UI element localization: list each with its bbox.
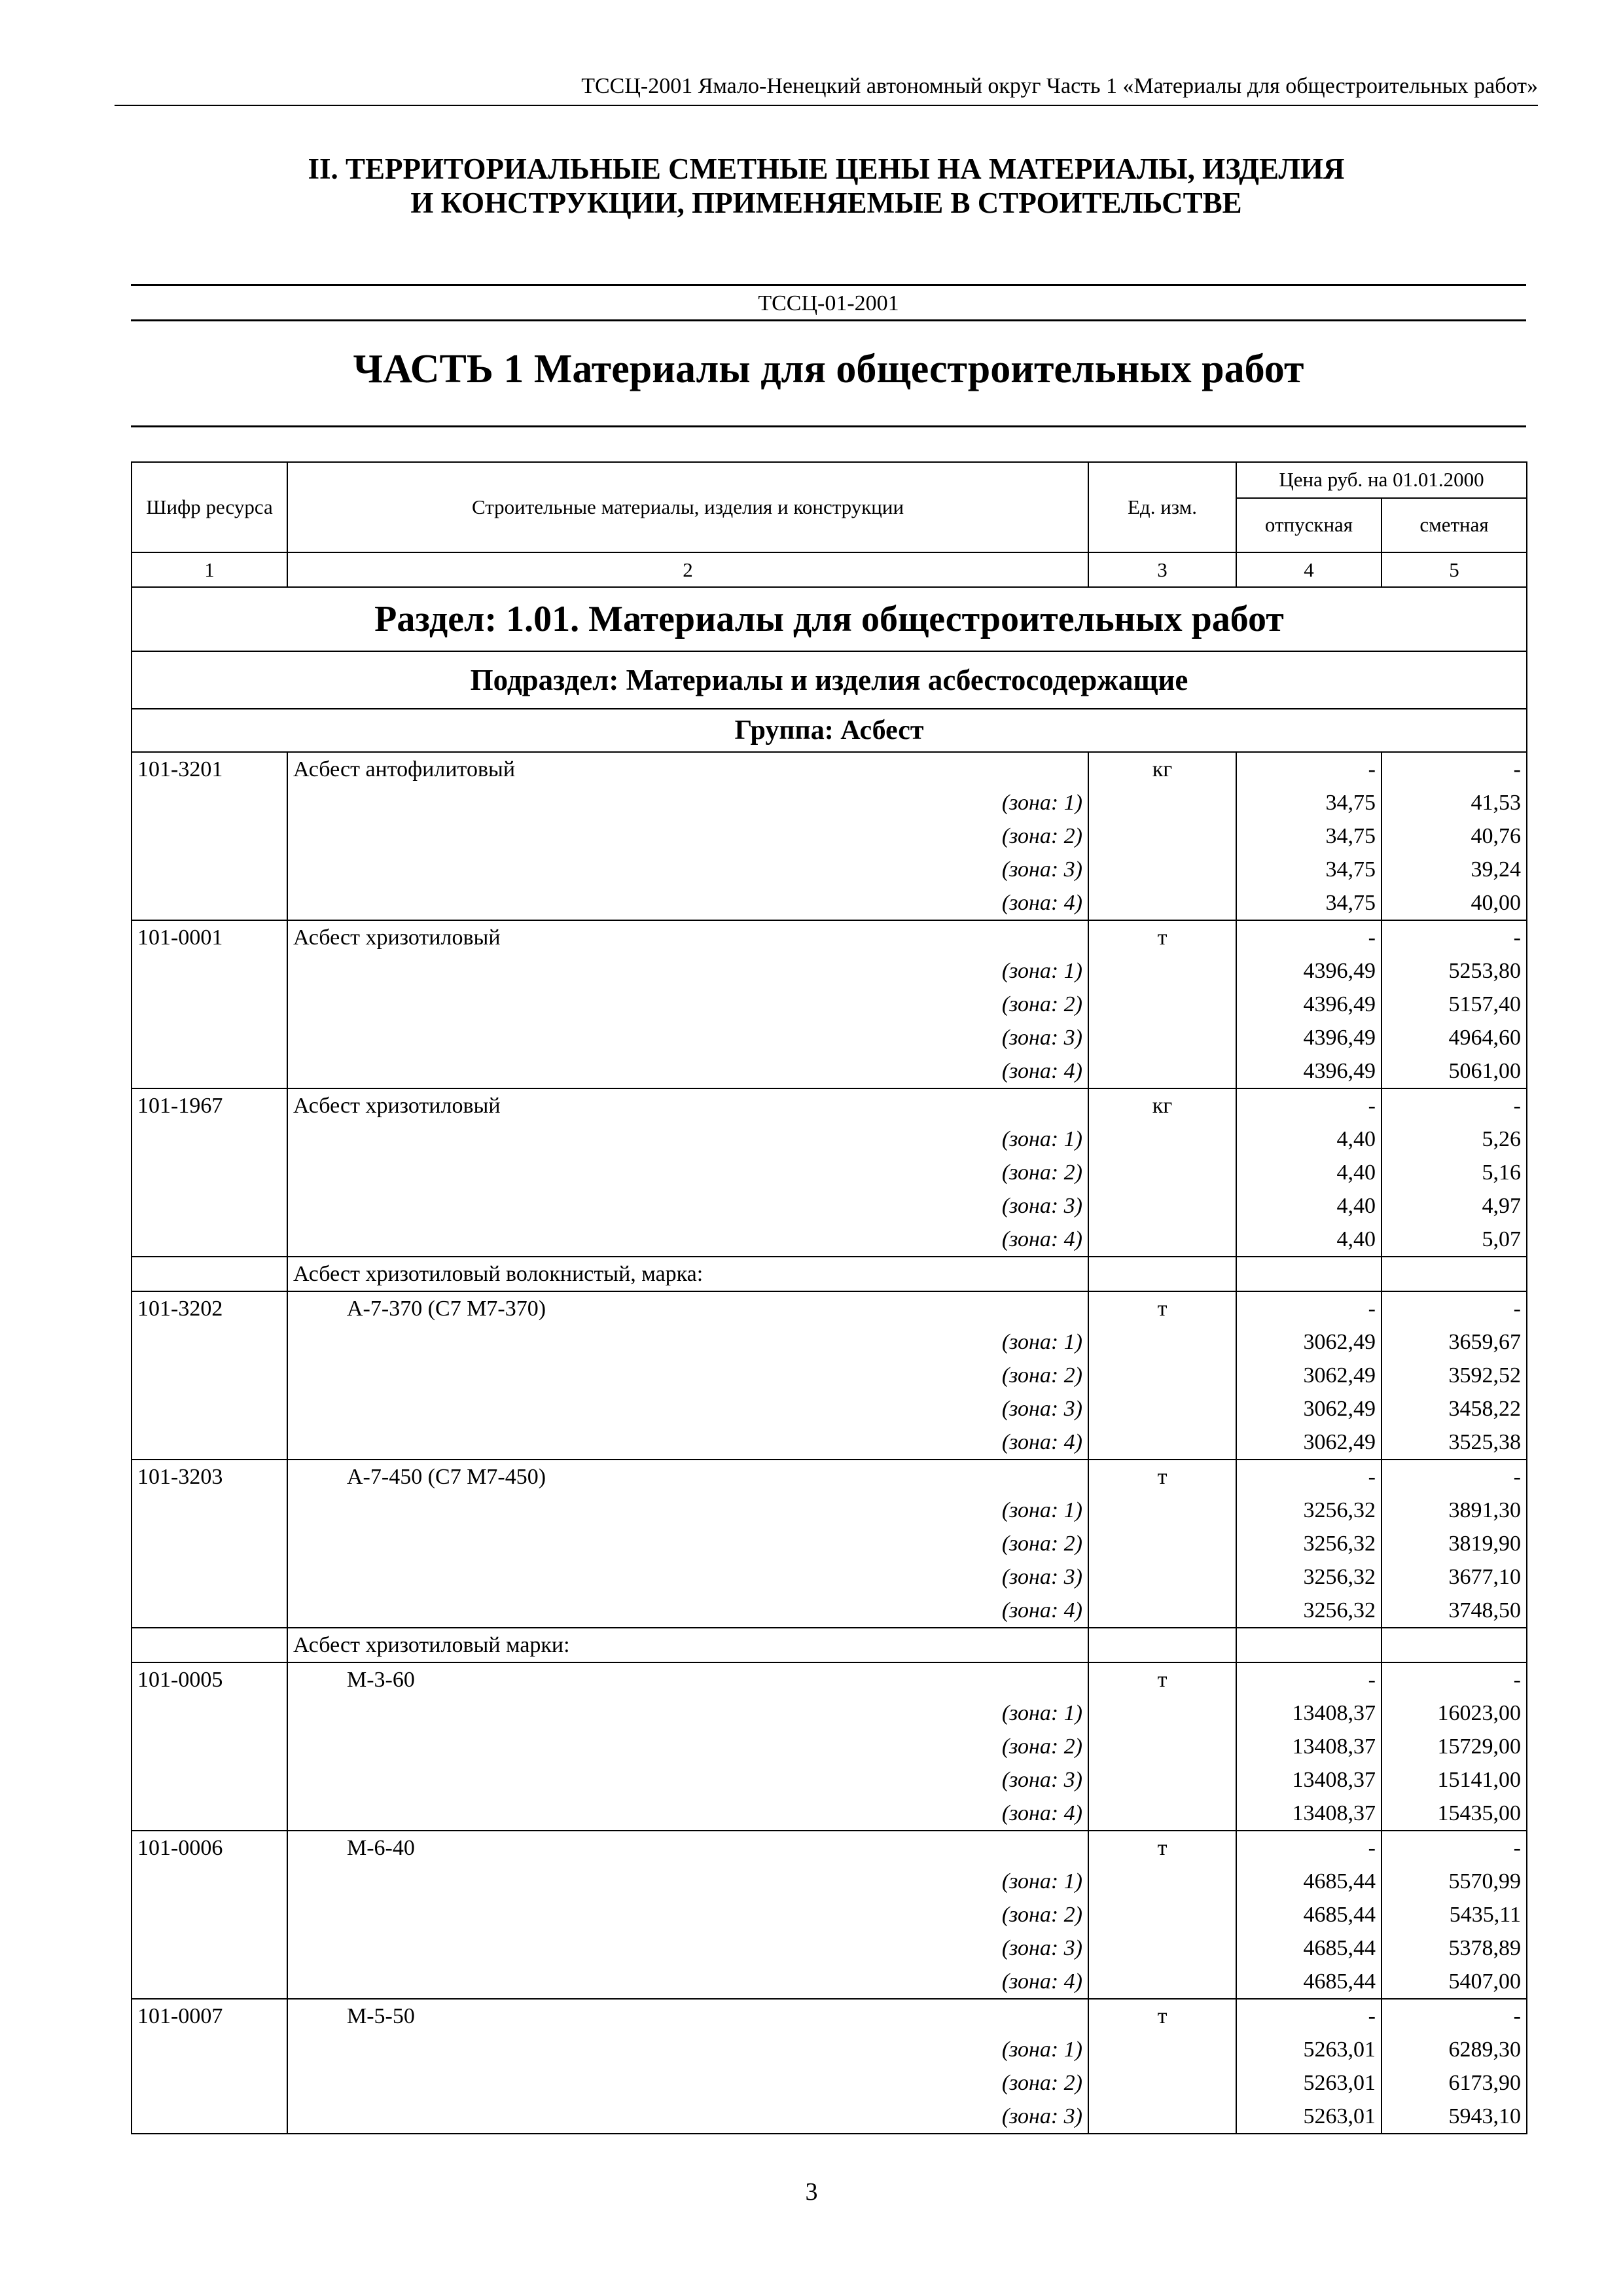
zone-label: (зона: 1) bbox=[287, 2033, 1088, 2066]
release-price: - bbox=[1236, 1291, 1382, 1325]
group-title: Группа: Асбест bbox=[132, 709, 1527, 752]
resource-code bbox=[132, 1628, 287, 1662]
estimate-price: 3592,52 bbox=[1382, 1359, 1527, 1392]
estimate-price: 3525,38 bbox=[1382, 1426, 1527, 1460]
estimate-price: - bbox=[1382, 1088, 1527, 1122]
unit-of-measure bbox=[1088, 1156, 1236, 1189]
zone-label: (зона: 3) bbox=[287, 1560, 1088, 1594]
unit-of-measure: т bbox=[1088, 1999, 1236, 2033]
unit-of-measure bbox=[1088, 1594, 1236, 1628]
caption-row bbox=[132, 1257, 1527, 1291]
resource-code bbox=[132, 1696, 287, 1730]
release-price: 4,40 bbox=[1236, 1223, 1382, 1257]
estimate-price: - bbox=[1382, 1999, 1527, 2033]
zone-row bbox=[132, 1865, 1527, 1898]
release-price: 4685,44 bbox=[1236, 1931, 1382, 1965]
estimate-price: 40,00 bbox=[1382, 886, 1527, 920]
resource-code: 101-0006 bbox=[132, 1831, 287, 1865]
section-row bbox=[132, 587, 1527, 651]
page-number: 3 bbox=[805, 2178, 818, 2206]
zone-label: (зона: 4) bbox=[287, 1797, 1088, 1831]
zone-label: (зона: 2) bbox=[287, 1527, 1088, 1560]
zone-label: (зона: 3) bbox=[287, 1763, 1088, 1797]
zone-label: (зона: 2) bbox=[287, 819, 1088, 853]
zone-row bbox=[132, 1696, 1527, 1730]
zone-label: (зона: 3) bbox=[287, 1189, 1088, 1223]
unit-of-measure bbox=[1088, 1494, 1236, 1527]
resource-code bbox=[132, 1325, 287, 1359]
zone-row bbox=[132, 1730, 1527, 1763]
resource-code bbox=[132, 1392, 287, 1426]
release-price: 13408,37 bbox=[1236, 1797, 1382, 1831]
subsection-title: Подраздел: Материалы и изделия асбестосодержащие bbox=[132, 651, 1527, 709]
zone-row bbox=[132, 1898, 1527, 1931]
unit-of-measure bbox=[1088, 1325, 1236, 1359]
release-price: 4,40 bbox=[1236, 1122, 1382, 1156]
release-price: 3062,49 bbox=[1236, 1359, 1382, 1392]
resource-code bbox=[132, 1054, 287, 1088]
resource-code: 101-0007 bbox=[132, 1999, 287, 2033]
release-price: 3062,49 bbox=[1236, 1392, 1382, 1426]
group-row bbox=[132, 709, 1527, 752]
zone-label: (зона: 1) bbox=[287, 1865, 1088, 1898]
zone-row bbox=[132, 954, 1527, 988]
release-price: - bbox=[1236, 920, 1382, 954]
resource-code bbox=[132, 1763, 287, 1797]
caption-row bbox=[132, 1628, 1527, 1662]
column-number: 2 bbox=[287, 552, 1088, 587]
unit-of-measure: кг bbox=[1088, 1088, 1236, 1122]
zone-label: (зона: 2) bbox=[287, 1898, 1088, 1931]
unit-of-measure bbox=[1088, 1763, 1236, 1797]
unit-of-measure bbox=[1088, 1696, 1236, 1730]
release-price: 13408,37 bbox=[1236, 1696, 1382, 1730]
unit-of-measure bbox=[1088, 1965, 1236, 1999]
unit-of-measure: т bbox=[1088, 1831, 1236, 1865]
zone-label: (зона: 2) bbox=[287, 1730, 1088, 1763]
release-price: 4685,44 bbox=[1236, 1965, 1382, 1999]
release-price: 5263,01 bbox=[1236, 2066, 1382, 2100]
estimate-price: - bbox=[1382, 920, 1527, 954]
zone-label: (зона: 1) bbox=[287, 954, 1088, 988]
document-title bbox=[115, 152, 1538, 220]
unit-of-measure bbox=[1088, 1054, 1236, 1088]
unit-of-measure bbox=[1088, 2066, 1236, 2100]
part-rule bbox=[131, 425, 1526, 427]
unit-of-measure bbox=[1088, 1865, 1236, 1898]
zone-row bbox=[132, 853, 1527, 886]
unit-of-measure bbox=[1088, 2100, 1236, 2134]
zone-label: (зона: 2) bbox=[287, 2066, 1088, 2100]
zone-label: (зона: 3) bbox=[287, 2100, 1088, 2134]
resource-code bbox=[132, 1359, 287, 1392]
unit-of-measure: т bbox=[1088, 1291, 1236, 1325]
zone-label: (зона: 3) bbox=[287, 1392, 1088, 1426]
estimate-price: 5061,00 bbox=[1382, 1054, 1527, 1088]
estimate-price: 4964,60 bbox=[1382, 1021, 1527, 1054]
zone-label: (зона: 1) bbox=[287, 786, 1088, 819]
resource-code bbox=[132, 886, 287, 920]
estimate-price: 6289,30 bbox=[1382, 2033, 1527, 2066]
estimate-price: 39,24 bbox=[1382, 853, 1527, 886]
zone-label: (зона: 1) bbox=[287, 1122, 1088, 1156]
document-code: ТССЦ-01-2001 bbox=[758, 291, 899, 315]
unit-of-measure bbox=[1088, 819, 1236, 853]
release-price: 3256,32 bbox=[1236, 1527, 1382, 1560]
caption-text: Асбест хризотиловый марки: bbox=[287, 1628, 1088, 1662]
zone-row bbox=[132, 2033, 1527, 2066]
resource-code bbox=[132, 988, 287, 1021]
release-price: - bbox=[1236, 1460, 1382, 1494]
unit-of-measure bbox=[1088, 1931, 1236, 1965]
zone-row bbox=[132, 988, 1527, 1021]
release-price: - bbox=[1236, 1831, 1382, 1865]
release-price: 4396,49 bbox=[1236, 1021, 1382, 1054]
unit-of-measure bbox=[1088, 1223, 1236, 1257]
unit-of-measure bbox=[1088, 1730, 1236, 1763]
resource-code: 101-1967 bbox=[132, 1088, 287, 1122]
estimate-price: 5943,10 bbox=[1382, 2100, 1527, 2134]
zone-label: (зона: 4) bbox=[287, 1965, 1088, 1999]
unit-of-measure bbox=[1088, 1797, 1236, 1831]
resource-code: 101-3202 bbox=[132, 1291, 287, 1325]
resource-code bbox=[132, 2066, 287, 2100]
estimate-price: 5378,89 bbox=[1382, 1931, 1527, 1965]
estimate-price: 3891,30 bbox=[1382, 1494, 1527, 1527]
resource-code bbox=[132, 1494, 287, 1527]
resource-code: 101-0005 bbox=[132, 1662, 287, 1696]
zone-label: (зона: 1) bbox=[287, 1696, 1088, 1730]
release-price bbox=[1236, 1257, 1382, 1291]
resource-code bbox=[132, 1560, 287, 1594]
column-number: 5 bbox=[1382, 552, 1527, 587]
estimate-price: - bbox=[1382, 1291, 1527, 1325]
header-price: Цена руб. на 01.01.2000 bbox=[1236, 462, 1527, 498]
resource-code bbox=[132, 1730, 287, 1763]
resource-code bbox=[132, 2033, 287, 2066]
zone-row bbox=[132, 1325, 1527, 1359]
estimate-price: - bbox=[1382, 1460, 1527, 1494]
material-name: М-5-50 bbox=[287, 1999, 1088, 2033]
zone-label: (зона: 4) bbox=[287, 1594, 1088, 1628]
resource-code bbox=[132, 1931, 287, 1965]
unit-of-measure bbox=[1088, 1898, 1236, 1931]
release-price: 5263,01 bbox=[1236, 2033, 1382, 2066]
release-price: 34,75 bbox=[1236, 819, 1382, 853]
material-name: А-7-370 (С7 М7-370) bbox=[287, 1291, 1088, 1325]
estimate-price bbox=[1382, 1257, 1527, 1291]
estimate-price: 16023,00 bbox=[1382, 1696, 1527, 1730]
release-price: 34,75 bbox=[1236, 886, 1382, 920]
unit-of-measure bbox=[1088, 786, 1236, 819]
zone-label: (зона: 2) bbox=[287, 988, 1088, 1021]
release-price: 4396,49 bbox=[1236, 1054, 1382, 1088]
unit-of-measure bbox=[1088, 1189, 1236, 1223]
release-price: 4,40 bbox=[1236, 1156, 1382, 1189]
unit-of-measure bbox=[1088, 1257, 1236, 1291]
table-row bbox=[132, 752, 1527, 786]
header-release-price: отпускная bbox=[1236, 498, 1382, 552]
zone-row bbox=[132, 1054, 1527, 1088]
estimate-price bbox=[1382, 1628, 1527, 1662]
release-price: - bbox=[1236, 752, 1382, 786]
column-number: 4 bbox=[1236, 552, 1382, 587]
estimate-price: 5435,11 bbox=[1382, 1898, 1527, 1931]
release-price: 3062,49 bbox=[1236, 1426, 1382, 1460]
resource-code bbox=[132, 1898, 287, 1931]
zone-row bbox=[132, 1560, 1527, 1594]
resource-code bbox=[132, 2100, 287, 2134]
estimate-price: 15729,00 bbox=[1382, 1730, 1527, 1763]
zone-row bbox=[132, 1494, 1527, 1527]
resource-code bbox=[132, 954, 287, 988]
zone-row bbox=[132, 1223, 1527, 1257]
estimate-price: - bbox=[1382, 1831, 1527, 1865]
zone-row bbox=[132, 1797, 1527, 1831]
unit-of-measure bbox=[1088, 853, 1236, 886]
release-price: 4685,44 bbox=[1236, 1865, 1382, 1898]
zone-row bbox=[132, 1527, 1527, 1560]
estimate-price: 5,16 bbox=[1382, 1156, 1527, 1189]
zone-row bbox=[132, 1122, 1527, 1156]
release-price: 4685,44 bbox=[1236, 1898, 1382, 1931]
subsection-row bbox=[132, 651, 1527, 709]
estimate-price: 15435,00 bbox=[1382, 1797, 1527, 1831]
estimate-price: 5,07 bbox=[1382, 1223, 1527, 1257]
zone-label: (зона: 1) bbox=[287, 1325, 1088, 1359]
release-price: 13408,37 bbox=[1236, 1763, 1382, 1797]
estimate-price: 3458,22 bbox=[1382, 1392, 1527, 1426]
section-title: Раздел: 1.01. Материалы для общестроительных работ bbox=[132, 587, 1527, 651]
release-price: 4396,49 bbox=[1236, 988, 1382, 1021]
header-rule bbox=[115, 105, 1538, 106]
table-row bbox=[132, 920, 1527, 954]
table-row bbox=[132, 1831, 1527, 1865]
zone-label: (зона: 4) bbox=[287, 886, 1088, 920]
estimate-price: 5157,40 bbox=[1382, 988, 1527, 1021]
release-price: 3256,32 bbox=[1236, 1494, 1382, 1527]
zone-row bbox=[132, 1392, 1527, 1426]
estimate-price: - bbox=[1382, 752, 1527, 786]
unit-of-measure bbox=[1088, 1122, 1236, 1156]
resource-code bbox=[132, 819, 287, 853]
zone-label: (зона: 2) bbox=[287, 1359, 1088, 1392]
unit-of-measure bbox=[1088, 1527, 1236, 1560]
zone-row bbox=[132, 1189, 1527, 1223]
resource-code bbox=[132, 1223, 287, 1257]
release-price: 3256,32 bbox=[1236, 1594, 1382, 1628]
unit-of-measure bbox=[1088, 1392, 1236, 1426]
zone-row bbox=[132, 1594, 1527, 1628]
zone-row bbox=[132, 786, 1527, 819]
zone-label: (зона: 3) bbox=[287, 1931, 1088, 1965]
zone-label: (зона: 4) bbox=[287, 1054, 1088, 1088]
column-number: 1 bbox=[132, 552, 287, 587]
zone-label: (зона: 2) bbox=[287, 1156, 1088, 1189]
unit-of-measure bbox=[1088, 1560, 1236, 1594]
zone-label: (зона: 1) bbox=[287, 1494, 1088, 1527]
material-name: Асбест хризотиловый bbox=[287, 920, 1088, 954]
unit-of-measure bbox=[1088, 2033, 1236, 2066]
zone-label: (зона: 3) bbox=[287, 853, 1088, 886]
material-name: М-6-40 bbox=[287, 1831, 1088, 1865]
unit-of-measure bbox=[1088, 988, 1236, 1021]
estimate-price: 41,53 bbox=[1382, 786, 1527, 819]
material-name: А-7-450 (С7 М7-450) bbox=[287, 1460, 1088, 1494]
zone-label: (зона: 3) bbox=[287, 1021, 1088, 1054]
estimate-price: 40,76 bbox=[1382, 819, 1527, 853]
resource-code bbox=[132, 1865, 287, 1898]
zone-row bbox=[132, 2066, 1527, 2100]
table-header-row bbox=[132, 462, 1527, 498]
header-unit: Ед. изм. bbox=[1088, 462, 1236, 552]
header-estimate-price: сметная bbox=[1382, 498, 1527, 552]
estimate-price: 15141,00 bbox=[1382, 1763, 1527, 1797]
caption-text: Асбест хризотиловый волокнистый, марка: bbox=[287, 1257, 1088, 1291]
material-name: М-3-60 bbox=[287, 1662, 1088, 1696]
estimate-price: 6173,90 bbox=[1382, 2066, 1527, 2100]
estimate-price: 5253,80 bbox=[1382, 954, 1527, 988]
table-row bbox=[132, 1291, 1527, 1325]
estimate-price: 5407,00 bbox=[1382, 1965, 1527, 1999]
price-table bbox=[131, 461, 1527, 2134]
release-price: 34,75 bbox=[1236, 786, 1382, 819]
zone-row bbox=[132, 886, 1527, 920]
resource-code bbox=[132, 853, 287, 886]
zone-row bbox=[132, 1021, 1527, 1054]
resource-code: 101-0001 bbox=[132, 920, 287, 954]
release-price: - bbox=[1236, 1662, 1382, 1696]
unit-of-measure bbox=[1088, 1426, 1236, 1460]
document-title-line-2: И КОНСТРУКЦИИ, ПРИМЕНЯЕМЫЕ В СТРОИТЕЛЬСТВЕ bbox=[410, 187, 1242, 219]
resource-code bbox=[132, 1021, 287, 1054]
resource-code bbox=[132, 1797, 287, 1831]
unit-of-measure: т bbox=[1088, 920, 1236, 954]
release-price: 34,75 bbox=[1236, 853, 1382, 886]
release-price: - bbox=[1236, 1088, 1382, 1122]
unit-of-measure bbox=[1088, 1628, 1236, 1662]
zone-row bbox=[132, 819, 1527, 853]
header-code: Шифр ресурса bbox=[132, 462, 287, 552]
zone-row bbox=[132, 1965, 1527, 1999]
resource-code bbox=[132, 1189, 287, 1223]
resource-code bbox=[132, 786, 287, 819]
code-rule-bottom bbox=[131, 319, 1526, 321]
zone-row bbox=[132, 2100, 1527, 2134]
unit-of-measure bbox=[1088, 954, 1236, 988]
resource-code bbox=[132, 1257, 287, 1291]
release-price: - bbox=[1236, 1999, 1382, 2033]
unit-of-measure: т bbox=[1088, 1662, 1236, 1696]
zone-label: (зона: 4) bbox=[287, 1426, 1088, 1460]
resource-code bbox=[132, 1156, 287, 1189]
resource-code bbox=[132, 1527, 287, 1560]
unit-of-measure bbox=[1088, 886, 1236, 920]
release-price: 3062,49 bbox=[1236, 1325, 1382, 1359]
estimate-price: 5,26 bbox=[1382, 1122, 1527, 1156]
table-row bbox=[132, 1088, 1527, 1122]
estimate-price: 3748,50 bbox=[1382, 1594, 1527, 1628]
resource-code bbox=[132, 1426, 287, 1460]
release-price: 3256,32 bbox=[1236, 1560, 1382, 1594]
material-name: Асбест хризотиловый bbox=[287, 1088, 1088, 1122]
table-row bbox=[132, 1460, 1527, 1494]
header-name: Строительные материалы, изделия и конструкции bbox=[287, 462, 1088, 552]
unit-of-measure: кг bbox=[1088, 752, 1236, 786]
zone-row bbox=[132, 1156, 1527, 1189]
resource-code bbox=[132, 1965, 287, 1999]
table-row bbox=[132, 1662, 1527, 1696]
estimate-price: 3819,90 bbox=[1382, 1527, 1527, 1560]
unit-of-measure bbox=[1088, 1359, 1236, 1392]
resource-code bbox=[132, 1122, 287, 1156]
release-price bbox=[1236, 1628, 1382, 1662]
estimate-price: 4,97 bbox=[1382, 1189, 1527, 1223]
resource-code: 101-3203 bbox=[132, 1460, 287, 1494]
running-header: ТССЦ-2001 Ямало-Ненецкий автономный округ Часть 1 «Материалы для общестроительных работ» bbox=[581, 74, 1538, 98]
zone-label: (зона: 4) bbox=[287, 1223, 1088, 1257]
resource-code bbox=[132, 1594, 287, 1628]
release-price: 13408,37 bbox=[1236, 1730, 1382, 1763]
estimate-price: 3677,10 bbox=[1382, 1560, 1527, 1594]
estimate-price: - bbox=[1382, 1662, 1527, 1696]
column-number: 3 bbox=[1088, 552, 1236, 587]
release-price: 4396,49 bbox=[1236, 954, 1382, 988]
material-name: Асбест антофилитовый bbox=[287, 752, 1088, 786]
unit-of-measure bbox=[1088, 1021, 1236, 1054]
release-price: 5263,01 bbox=[1236, 2100, 1382, 2134]
zone-row bbox=[132, 1426, 1527, 1460]
part-title: ЧАСТЬ 1 Материалы для общестроительных работ bbox=[353, 347, 1304, 391]
zone-row bbox=[132, 1763, 1527, 1797]
document-title-line-1: II. ТЕРРИТОРИАЛЬНЫЕ СМЕТНЫЕ ЦЕНЫ НА МАТЕРИАЛЫ, ИЗДЕЛИЯ bbox=[308, 152, 1345, 185]
unit-of-measure: т bbox=[1088, 1460, 1236, 1494]
release-price: 4,40 bbox=[1236, 1189, 1382, 1223]
estimate-price: 3659,67 bbox=[1382, 1325, 1527, 1359]
zone-row bbox=[132, 1931, 1527, 1965]
table-row bbox=[132, 1999, 1527, 2033]
estimate-price: 5570,99 bbox=[1382, 1865, 1527, 1898]
resource-code: 101-3201 bbox=[132, 752, 287, 786]
zone-row bbox=[132, 1359, 1527, 1392]
code-rule-top bbox=[131, 284, 1526, 286]
column-number-row bbox=[132, 552, 1527, 587]
